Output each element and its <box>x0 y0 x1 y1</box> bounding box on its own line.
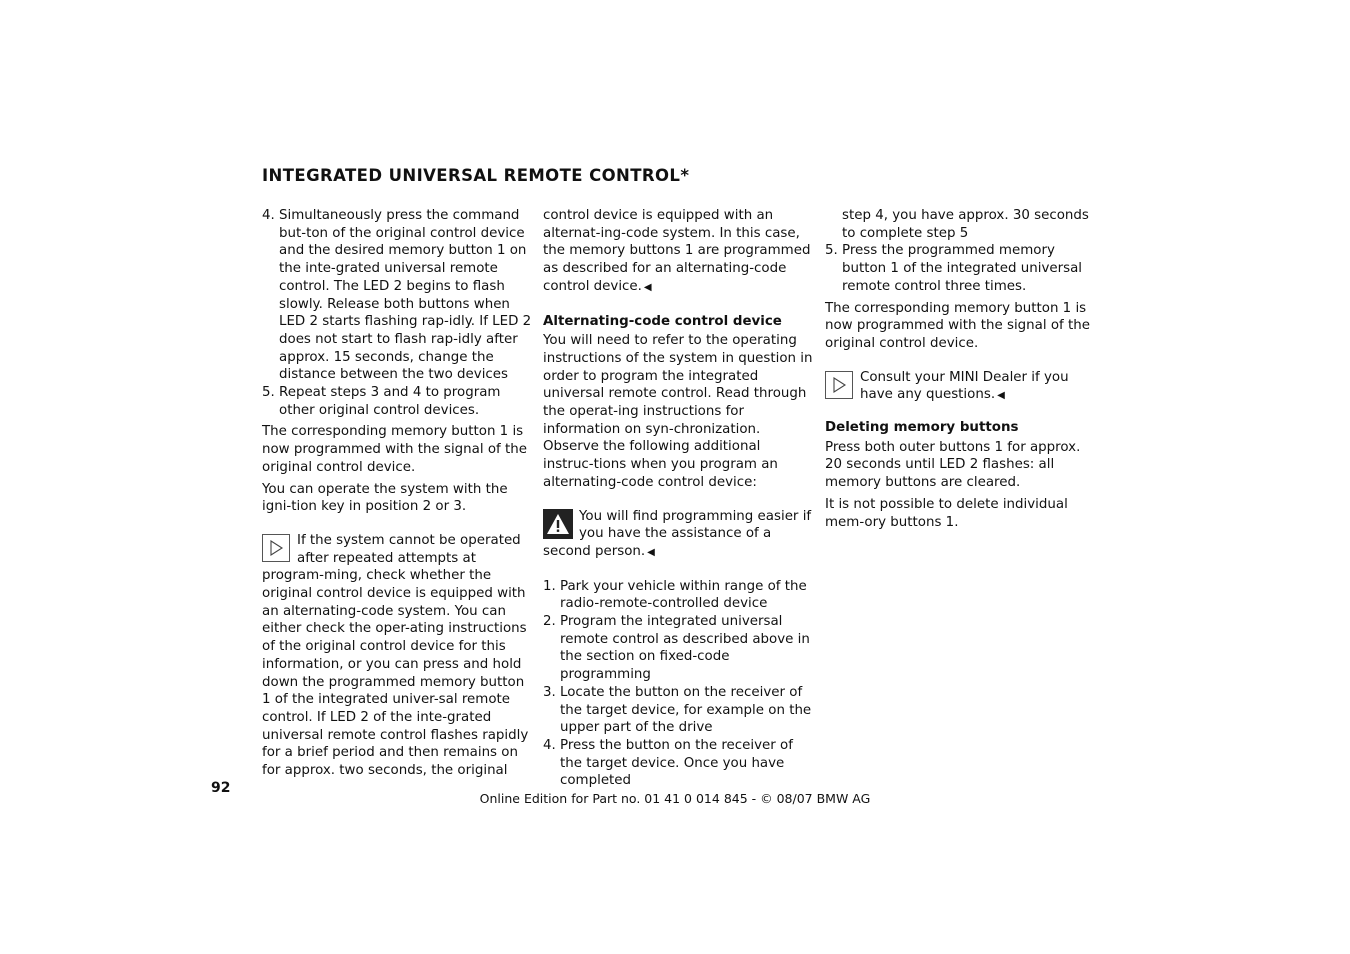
step-number: 4. <box>543 737 556 753</box>
column-1 <box>262 207 534 780</box>
section-heading: Deleting memory buttons <box>825 420 1019 436</box>
step-number: 5. <box>825 243 838 259</box>
paragraph <box>543 207 815 297</box>
step-text: Press the programmed memory button 1 of the integrated universal remote control three times. <box>842 243 1083 294</box>
note-block <box>825 369 1093 405</box>
step-text: Repeat steps 3 and 4 to program other original control devices. <box>279 385 501 418</box>
note-text: If the system cannot be operated after repeated attempts at program-ming, check whether the original control device is equipped with an alternating-code system. You can either check the oper-ating instructions of the original control device for this information, or you can press and hold down the programmed memory button 1 of the integrated univer-sal remote control. If LED 2 of the inte-grated universal remote control flashes rapidly for a brief period and then remains on for approx. two seconds, the original <box>262 532 529 779</box>
continued-text: control device is equipped with an alternat-ing-code system. In this case, the memory buttons 1 are programmed as described for an alternating-code control device. <box>543 208 811 294</box>
step-number: 4. <box>262 208 275 223</box>
note-arrow-icon <box>262 534 290 562</box>
step-text: Press the button on the receiver of the target device. Once you have completed <box>560 737 793 789</box>
end-mark-icon: ◀ <box>997 390 1005 402</box>
note-arrow-icon <box>825 371 853 399</box>
warning-block <box>543 508 815 562</box>
note-block <box>262 532 534 780</box>
step-text: Park your vehicle within range of the radio-remote-controlled device <box>560 578 807 612</box>
list-item <box>543 684 815 737</box>
step-text: Program the integrated universal remote control as described above in the section on fixed-code programming <box>560 614 810 683</box>
note-text: Consult your MINI Dealer if you have any questions. <box>860 369 1069 403</box>
steps-list <box>543 578 815 790</box>
step-number: 2. <box>543 614 556 630</box>
list-item <box>543 737 815 790</box>
page-title: INTEGRATED UNIVERSAL REMOTE CONTROL* <box>262 166 690 185</box>
paragraph: The corresponding memory button 1 is now programmed with the signal of the original control device. <box>825 300 1090 351</box>
paragraph: Observe the following additional instruc-tions when you program an alternating-code control device: <box>543 439 778 490</box>
list-item <box>262 384 534 419</box>
list-item <box>543 613 815 684</box>
footer-edition: Online Edition for Part no. 01 41 0 014 845 - © 08/07 BMW AG <box>479 791 871 806</box>
list-item <box>825 242 1093 295</box>
paragraph: It is not possible to delete individual mem-ory buttons 1. <box>825 496 1068 530</box>
step-text: Locate the button on the receiver of the target device, for example on the upper part of the drive <box>560 684 812 736</box>
list-item <box>262 207 534 384</box>
step-number: 1. <box>543 578 556 594</box>
steps-list <box>262 207 534 419</box>
list-item <box>543 578 815 613</box>
column-3 <box>825 207 1093 531</box>
step-text: Simultaneously press the command but-ton of the original control device and the desired memory button 1 on the inte-grated universal remote control. The LED 2 begins to flash slowly. Release both buttons when LED 2 starts flashing rap-idly. If LED 2 does not start to flash rap-idly after approx. 15 seconds, change the distance between the two devices <box>279 208 532 383</box>
end-mark-icon: ◀ <box>643 281 652 293</box>
paragraph: You can operate the system with the igni-tion key in position 2 or 3. <box>262 481 508 515</box>
paragraph: Press both outer buttons 1 for approx. <box>825 439 1081 455</box>
page-number: 92 <box>211 780 231 796</box>
section-heading: Alternating-code control device <box>543 313 782 329</box>
continued-text: step 4, you have approx. 30 seconds to complete step 5 <box>842 208 1089 241</box>
paragraph: The corresponding memory button 1 is now programmed with the signal of the original control device. <box>262 424 527 475</box>
paragraph: You will need to refer to the operating instructions of the system in question in order to program the integrated universal remote control. Read through the operat-ing instructions for information on syn-chronization. <box>543 333 813 437</box>
warning-icon <box>543 509 573 539</box>
warning-text: You will find programming easier if you have the assistance of a second person. <box>543 508 812 559</box>
paragraph: 20 seconds until LED 2 flashes: all memory buttons are cleared. <box>825 457 1055 491</box>
steps-list <box>825 242 1093 295</box>
end-mark-icon: ◀ <box>647 546 655 558</box>
column-2 <box>543 207 815 790</box>
step-number: 3. <box>543 684 556 700</box>
step-number: 5. <box>262 385 275 401</box>
